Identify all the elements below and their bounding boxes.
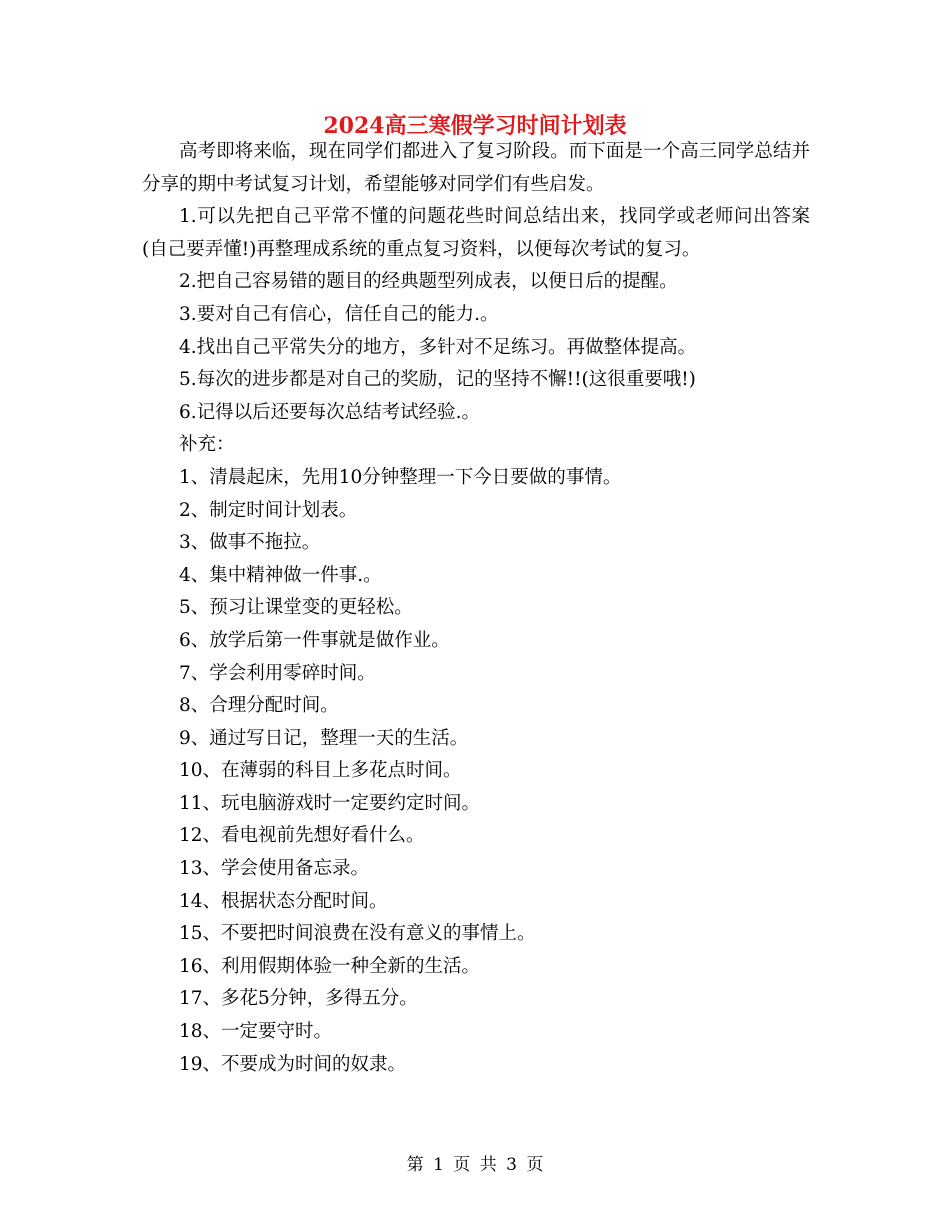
supplement-item-17: 17、多花5分钟，多得五分。 xyxy=(179,988,418,1010)
supplement-item-10: 10、在薄弱的科目上多花点时间。 xyxy=(179,760,462,782)
supplement-item-6: 6、放学后第一件事就是做作业。 xyxy=(179,629,450,651)
supplement-item-8: 8、合理分配时间。 xyxy=(179,695,339,717)
document-title: 2024高三寒假学习时间计划表 xyxy=(323,113,627,139)
tip-paragraph-3: 3.要对自己有信心，信任自己的能力.。 xyxy=(179,303,499,325)
supplement-item-7: 7、学会利用零碎时间。 xyxy=(179,662,376,684)
tip-paragraph-6: 6.记得以后还要每次总结考试经验.。 xyxy=(179,401,481,423)
supplement-item-5: 5、预习让课堂变的更轻松。 xyxy=(179,597,413,619)
supplement-item-19: 19、不要成为时间的奴隶。 xyxy=(179,1053,407,1075)
supplement-item-9: 9、通过写日记，整理一天的生活。 xyxy=(179,727,469,749)
supplement-item-4: 4、集中精神做一件事.。 xyxy=(179,564,382,586)
supplement-item-13: 13、学会使用备忘录。 xyxy=(179,858,370,880)
tip-paragraph-4: 4.找出自己平常失分的地方，多针对不足练习。再做整体提高。 xyxy=(179,336,697,358)
tip-paragraph-1: 1.可以先把自己平常不懂的问题花些时间总结出来，找同学或老师问出答案(自己要弄懂!)再整理成系统的重点复习资料，以便每次考试的复习。 xyxy=(142,206,810,260)
supplement-item-18: 18、一定要守时。 xyxy=(179,1021,333,1043)
supplement-label: 补充： xyxy=(179,434,235,456)
supplement-item-1: 1、清晨起床，先用10分钟整理一下今日要做的事情。 xyxy=(179,466,622,488)
intro-paragraph: 高考即将来临，现在同学们都进入了复习阶段。而下面是一个高三同学总结并分享的期中考试复习计划，希望能够对同学们有些启发。 xyxy=(142,141,810,195)
page-number-footer: 第 1 页 共 3 页 xyxy=(406,1155,544,1175)
supplement-item-12: 12、看电视前先想好看什么。 xyxy=(179,825,425,847)
supplement-item-11: 11、玩电脑游戏时一定要约定时间。 xyxy=(179,792,481,814)
supplement-item-14: 14、根据状态分配时间。 xyxy=(179,890,388,912)
supplement-item-15: 15、不要把时间浪费在没有意义的事情上。 xyxy=(179,923,536,945)
supplement-item-2: 2、制定时间计划表。 xyxy=(179,499,358,521)
tip-paragraph-5: 5.每次的进步都是对自己的奖励，记的坚持不懈!!(这很重要哦!) xyxy=(179,369,696,391)
document-body xyxy=(142,136,810,1081)
supplement-item-3: 3、做事不拖拉。 xyxy=(179,532,321,554)
supplement-item-16: 16、利用假期体验一种全新的生活。 xyxy=(179,955,481,977)
tip-paragraph-2: 2.把自己容易错的题目的经典题型列成表，以便日后的提醒。 xyxy=(179,271,678,293)
